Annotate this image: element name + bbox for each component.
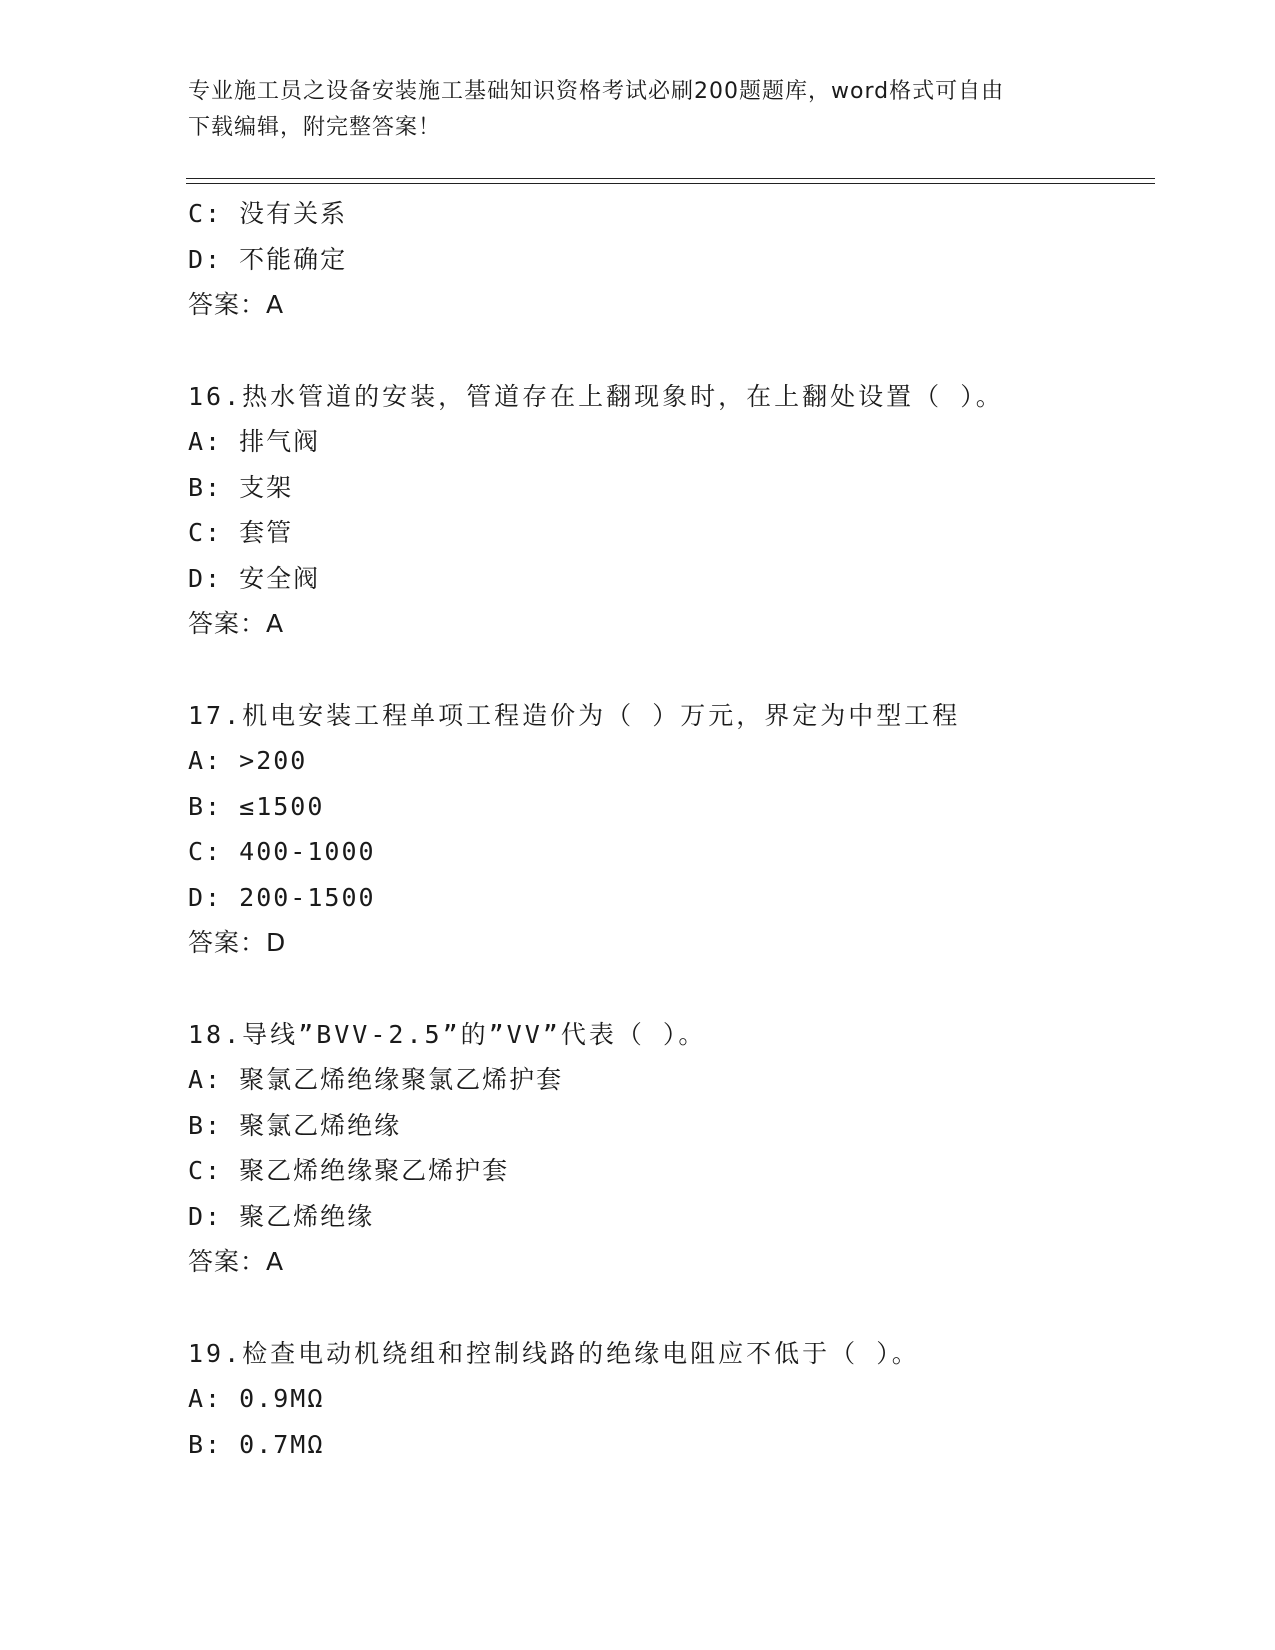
answer: 答案：A [188, 290, 285, 319]
option-a: A: >200 [188, 746, 308, 775]
option-d: D: 不能确定 [188, 244, 348, 274]
question-17 [188, 693, 1148, 966]
question-list [188, 191, 1148, 1467]
option-c: C: 聚乙烯绝缘聚乙烯护套 [188, 1156, 510, 1185]
option-a: A: 0.9MΩ [188, 1384, 325, 1413]
question-text: 19.检查电动机绕组和控制线路的绝缘电阻应不低于（ ）。 [188, 1338, 920, 1368]
option-c: C: 400-1000 [188, 837, 376, 866]
option-d: D: 聚乙烯绝缘 [188, 1201, 375, 1231]
option-c: C: 套管 [188, 518, 294, 547]
answer: 答案：A [188, 1247, 285, 1276]
option-d: D: 200-1500 [188, 882, 376, 912]
question-16 [188, 374, 1148, 647]
option-b: B: 聚氯乙烯绝缘 [188, 1110, 402, 1140]
header-rule-top [186, 178, 1155, 179]
question-18 [188, 1012, 1148, 1285]
option-b: B: 0.7MΩ [188, 1429, 325, 1459]
answer: 答案：A [188, 609, 285, 638]
option-d: D: 安全阀 [188, 563, 321, 593]
option-b: B: ≤1500 [188, 791, 325, 821]
option-c: C: 没有关系 [188, 199, 348, 228]
header-rule-bottom [186, 183, 1155, 184]
question-text: 16.热水管道的安装，管道存在上翻现象时，在上翻处设置（ ）。 [188, 381, 1004, 411]
question-text: 17.机电安装工程单项工程造价为（ ）万元，界定为中型工程 [188, 700, 961, 730]
question-15-continued [188, 191, 1148, 328]
option-a: A: 排气阀 [188, 427, 321, 456]
header-line-2: 下载编辑，附完整答案！ [188, 115, 442, 140]
question-text: 18.导线”BVV-2.5”的”VV”代表（ ）。 [188, 1019, 707, 1049]
option-a: A: 聚氯乙烯绝缘聚氯乙烯护套 [188, 1065, 564, 1094]
question-19 [188, 1331, 1148, 1468]
answer: 答案：D [188, 928, 287, 957]
document-header [188, 74, 1088, 146]
option-b: B: 支架 [188, 472, 294, 502]
header-line-1: 专业施工员之设备安装施工基础知识资格考试必刷200题题库，word格式可自由 [188, 79, 1005, 104]
